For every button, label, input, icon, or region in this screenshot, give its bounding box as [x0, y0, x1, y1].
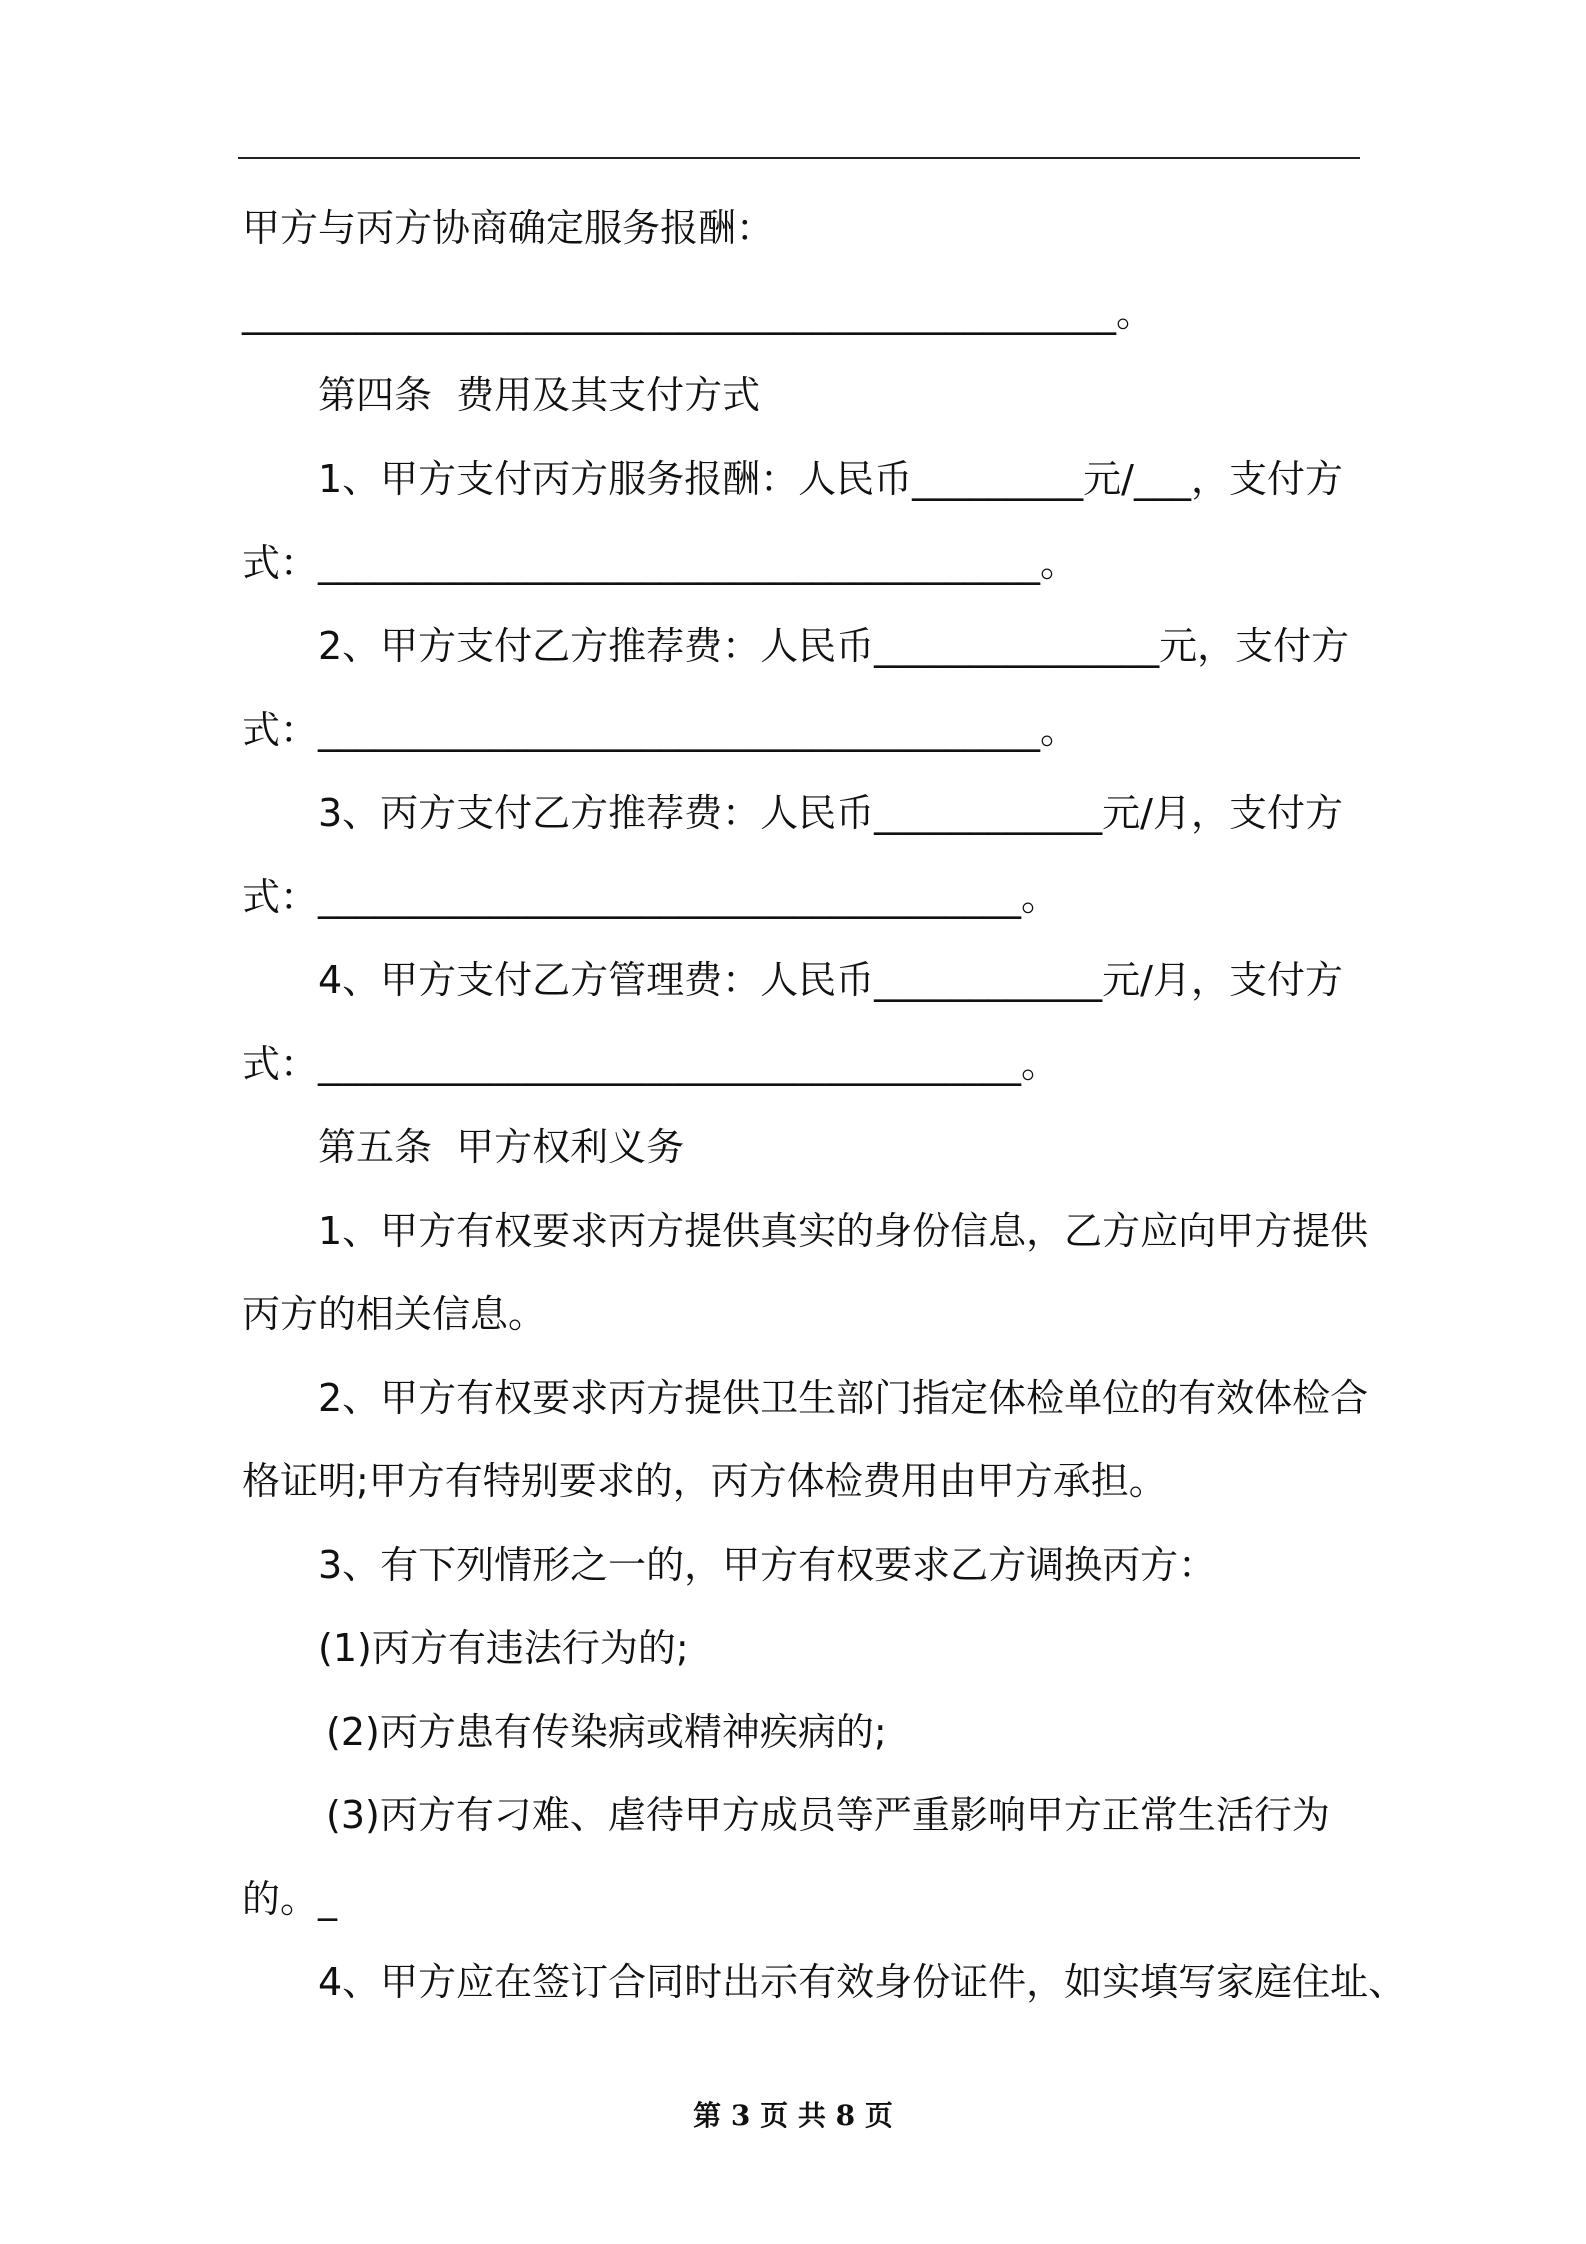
section-heading: 第四条 费用及其支付方式 — [318, 373, 761, 417]
text-line: 1、甲方支付丙方服务报酬：人民币_________元/___，支付方 — [318, 457, 1343, 501]
section-heading: 第五条 甲方权利义务 — [318, 1125, 685, 1169]
text-line: (2)丙方患有传染病或精神疾病的; — [326, 1710, 887, 1754]
text-line: 式：_____________________________________。 — [242, 1042, 1060, 1086]
text-line: 丙方的相关信息。 — [242, 1292, 547, 1336]
text-line: 的。_ — [242, 1877, 338, 1921]
text-line: 1、甲方有权要求丙方提供真实的身份信息，乙方应向甲方提供 — [318, 1209, 1369, 1253]
header-rule — [238, 157, 1360, 159]
text-line: 3、有下列情形之一的，甲方有权要求乙方调换丙方： — [318, 1543, 1217, 1587]
text-line: 甲方与丙方协商确定服务报酬： — [242, 206, 775, 250]
text-line: 2、甲方有权要求丙方提供卫生部门指定体检单位的有效体检合 — [318, 1376, 1369, 1420]
text-line: 3、丙方支付乙方推荐费：人民币____________元/月，支付方 — [318, 791, 1343, 835]
text-line: 格证明;甲方有特别要求的，丙方体检费用由甲方承担。 — [242, 1459, 1167, 1503]
text-line: 式：______________________________________。 — [242, 541, 1079, 585]
blank-line: ______________________________________________。 — [242, 291, 1155, 335]
text-line: 式：______________________________________。 — [242, 708, 1079, 752]
text-line: 式：_____________________________________。 — [242, 875, 1060, 919]
text-line: 4、甲方支付乙方管理费：人民币____________元/月，支付方 — [318, 958, 1343, 1002]
text-line: (3)丙方有刁难、虐待甲方成员等严重影响甲方正常生活行为 — [326, 1793, 1330, 1837]
text-line: 4、甲方应在签订合同时出示有效身份证件，如实填写家庭住址、 — [318, 1960, 1407, 2004]
text-line: (1)丙方有违法行为的; — [318, 1626, 689, 1670]
text-line: 2、甲方支付乙方推荐费：人民币_______________元，支付方 — [318, 624, 1350, 668]
page-footer: 第 3 页 共 8 页 — [693, 2099, 893, 2132]
